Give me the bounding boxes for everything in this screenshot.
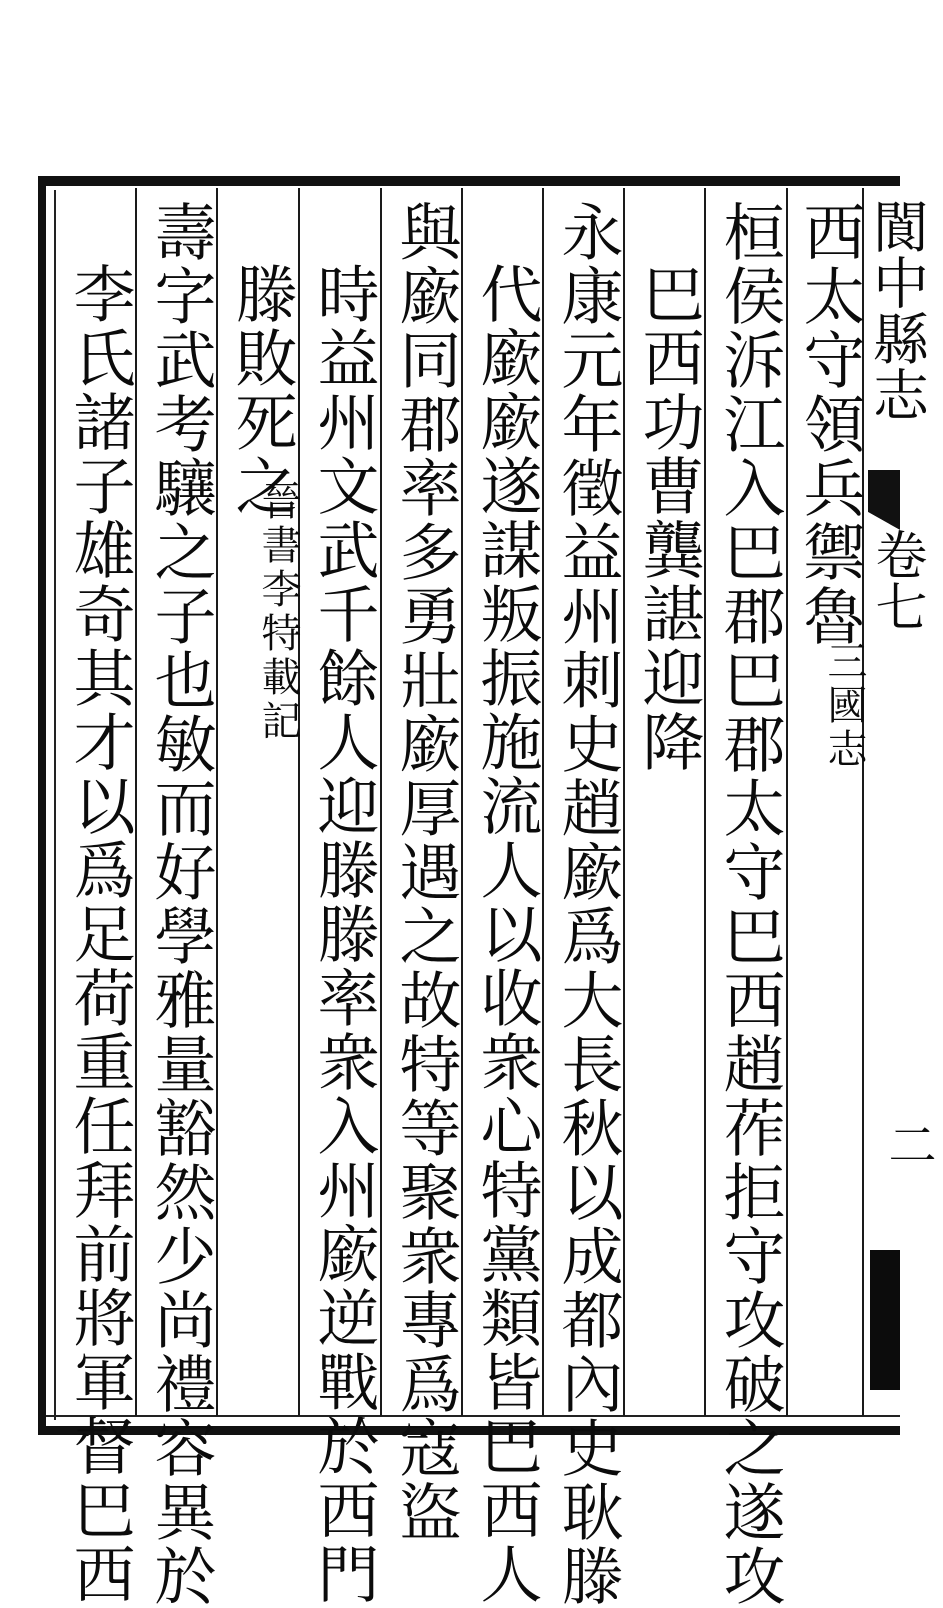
text-column-8: 滕敗死之 <box>225 262 298 518</box>
column-rule <box>380 188 382 1416</box>
text-column-10: 李氏諸子雄奇其才以爲足荷重任拜前將軍督巴西 <box>63 262 136 1606</box>
text-column-5: 代廞廞遂謀叛振施流人以收衆心特黨類皆巴西人 <box>470 262 543 1606</box>
margin-juan-number: 卷七 <box>866 528 926 632</box>
text-column-2: 桓侯泝江入巴郡巴郡太守巴西趙莋拒守攻破之遂攻 <box>713 200 786 1608</box>
margin-folio-number: 二 <box>880 1120 936 1168</box>
fish-tail-mark-icon <box>868 470 900 530</box>
text-column-7: 時益州文武千餘人迎滕滕率衆入州廞逆戰於西門 <box>307 262 380 1606</box>
column-rule <box>786 188 788 1416</box>
text-column-1: 西太守領兵禦魯 <box>793 200 866 648</box>
margin-book-title: 閬中縣志 <box>864 198 929 422</box>
source-note-1: 三國志 <box>821 640 867 772</box>
text-column-4: 永康元年徵益州刺史趙廞爲大長秋以成都內史耿滕 <box>551 200 624 1608</box>
text-column-3: 巴西功曹龔諶迎降 <box>632 262 705 774</box>
frame-left-border <box>38 176 46 1435</box>
text-column-9: 壽字武考驤之子也敏而好學雅量豁然少尚禮容異於 <box>144 200 217 1608</box>
source-note-8: 晉書李特載記 <box>255 480 301 744</box>
column-rule <box>298 188 300 1416</box>
frame-left-inner-line <box>54 190 56 1420</box>
text-column-6: 與廞同郡率多勇壯廞厚遇之故特等聚衆專爲寇盜 <box>389 200 462 1544</box>
margin-black-bar <box>870 1250 900 1390</box>
frame-top-border <box>38 176 900 186</box>
